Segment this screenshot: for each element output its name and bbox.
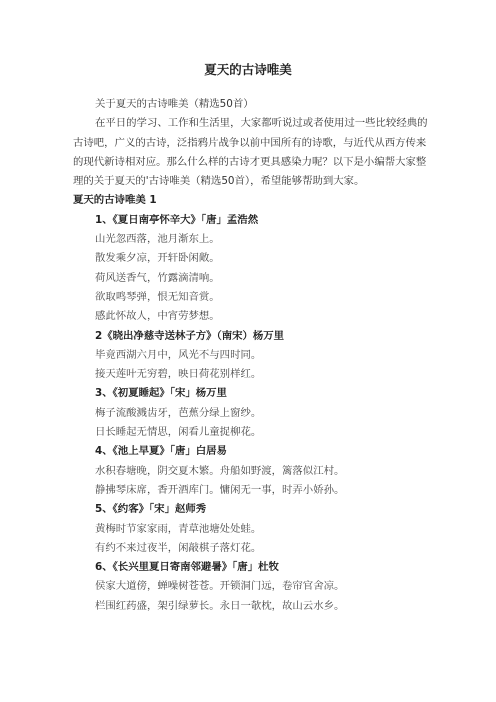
poem-line: 荷风送香气，竹露滴清响。: [95, 271, 220, 284]
poem-5: [73, 500, 428, 558]
poem-heading: 5、《约客》「宋」赵师秀: [95, 503, 207, 516]
poem-heading: 2《晓出净慈寺送林子方》（南宋）杨万里: [95, 329, 285, 342]
poem-3: [73, 384, 428, 442]
section-heading: 夏天的古诗唯美 1: [73, 194, 157, 207]
poem-4: [73, 442, 428, 500]
poem-line: 有约不来过夜半，闲敲棋子落灯花。: [95, 541, 262, 554]
poem-line: 静拂琴床席，香开酒库门。慵闲无一事，时弄小娇孙。: [95, 483, 345, 496]
intro-line: 关于夏天的古诗唯美（精选50首）: [95, 98, 254, 110]
poem-2: [73, 327, 428, 385]
poem-line: 接天莲叶无穷碧，映日荷花别样红。: [95, 368, 262, 381]
poem-heading: 3、《初夏睡起》「宋」杨万里: [95, 387, 227, 400]
poem-line: 散发乘夕凉，开轩卧闲敞。: [95, 252, 220, 265]
poem-heading: 6、《长兴里夏日寄南邻避暑》「唐」杜牧: [95, 561, 279, 574]
poem-line: 毕竟西湖六月中，风光不与四时同。: [95, 348, 262, 361]
poem-line: 黄梅时节家家雨，青草池塘处处蛙。: [95, 522, 262, 535]
poem-line: 感此怀故人，中宵劳梦想。: [95, 310, 220, 323]
poem-line: 日长睡起无情思，闲看儿童捉柳花。: [95, 426, 262, 439]
poem-line: 山光忽西落，池月渐东上。: [95, 233, 220, 246]
poem-line: 栏围红药盛，架引绿萝长。永日一欹枕，故山云水乡。: [95, 599, 345, 612]
poem-line: 欲取鸣琴弹，恨无知音赏。: [95, 290, 220, 303]
poem-line: 水积春塘晚，阴交夏木繁。舟船如野渡，篱落似江村。: [95, 464, 345, 477]
poem-1: [73, 211, 428, 327]
poem-6: [73, 558, 428, 616]
page-title: 夏天的古诗唯美: [204, 62, 292, 77]
poem-line: 侯家大道傍，蝉噪树苍苍。开锁洞门远，卷帘官舍凉。: [95, 580, 345, 593]
document-body: [73, 95, 428, 616]
poem-heading: 1、《夏日南亭怀辛大》「唐」孟浩然: [95, 213, 259, 226]
poem-line: 梅子流酸溅齿牙，芭蕉分绿上窗纱。: [95, 406, 262, 419]
intro-paragraph: 在平日的学习、工作和生活里，大家都听说过或者使用过一些比较经典的古诗吧，广义的古诗，泛指鸦片战争以前中国所有的诗歌，与近代从西方传来的现代新诗相对应。那么什么样的古诗才更具感染力呢？以下是小编帮大家整理的关于夏天的'古诗唯美（精选50首），希望能够帮助到大家。: [73, 117, 428, 188]
poem-heading: 4、《池上早夏》「唐」白居易: [95, 445, 227, 458]
